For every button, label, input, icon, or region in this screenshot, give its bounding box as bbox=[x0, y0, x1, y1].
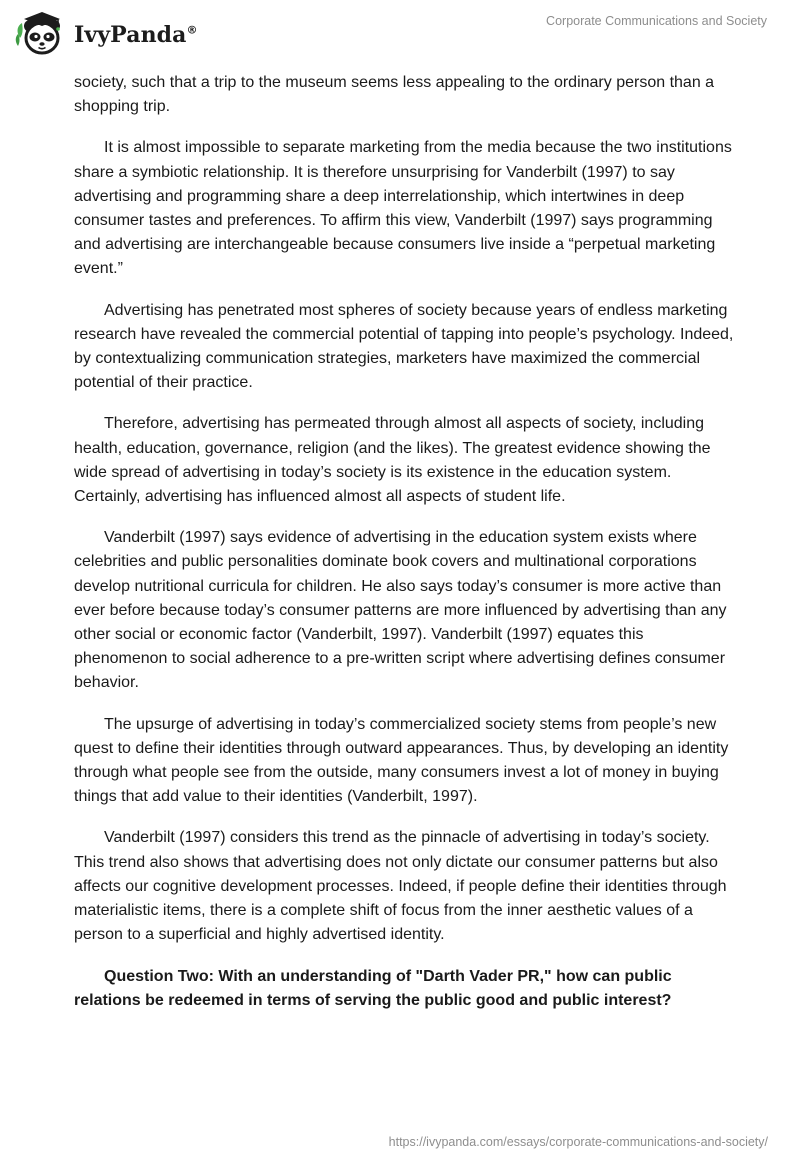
paragraph: The upsurge of advertising in today’s commercialized society stems from people’s new quest to define their identities through outward appearances. Thus, by developing an identity through what people see from the outside, many consumers invest a lot of money in buying things that add value to their identities (Vanderbilt, 1997). bbox=[74, 715, 729, 806]
source-url[interactable]: https://ivypanda.com/essays/corporate-communications-and-society/ bbox=[388, 1135, 768, 1149]
panda-graduate-logo-icon bbox=[14, 8, 70, 58]
ivypanda-logo[interactable] bbox=[14, 8, 198, 58]
paragraph: Advertising has penetrated most spheres of society because years of endless marketing research have revealed the commercial potential of tapping into people’s psychology. Indeed, by contextualizing communication strategies, marketers have maximized the commercial potential of their practice. bbox=[74, 301, 734, 392]
paragraph: It is almost impossible to separate marketing from the media because the two institutions share a symbiotic relationship. It is therefore unsurprising for Vanderbilt (1997) to say advertising and programming share a deep interrelationship, which intertwines in deep consumer tastes and preferences. To affirm this view, Vanderbilt (1997) says programming and advertising are interchangeable because consumers live inside a “perpetual marketing event.” bbox=[74, 139, 732, 278]
page-header bbox=[0, 0, 800, 64]
registered-mark: ® bbox=[186, 23, 198, 37]
question-heading: Question Two: With an understanding of "Darth Vader PR," how can public relations be redeemed in terms of serving the public good and public interest? bbox=[74, 967, 672, 1009]
paragraph: Therefore, advertising has permeated through almost all aspects of society, including health, education, governance, religion (and the likes). The greatest evidence showing the wide spread of advertising in today’s society is its existence in the education system. Certainly, advertising has influenced almost all aspects of student life. bbox=[74, 415, 711, 506]
brand-text: IvyPanda bbox=[74, 22, 187, 48]
document-title: Corporate Communications and Society bbox=[546, 14, 767, 28]
brand-name bbox=[74, 22, 198, 48]
paragraph: Vanderbilt (1997) says evidence of advertising in the education system exists where celebrities and public personalities dominate book covers and multinational corporations develop nutritional curricula for children. He also says today’s consumer is more active than ever before because today’s consumer patterns are more influenced by advertising than any other social or economic factor (Vanderbilt, 1997). Vanderbilt (1997) equates this phenomenon to social adherence to a pre-written script where advertising defines consumer behavior. bbox=[74, 529, 727, 692]
paragraph: society, such that a trip to the museum seems less appealing to the ordinary person than a shopping trip. bbox=[74, 74, 715, 116]
essay-body bbox=[74, 71, 734, 1030]
paragraph: Vanderbilt (1997) considers this trend as the pinnacle of advertising in today’s society. This trend also shows that advertising does not only dictate our consumer patterns but also affects our cognitive development processes. Indeed, if people define their identities through materialistic items, there is a complete shift of focus from the inner aesthetic values of a person to a superficial and highly advertised identity. bbox=[74, 829, 727, 944]
